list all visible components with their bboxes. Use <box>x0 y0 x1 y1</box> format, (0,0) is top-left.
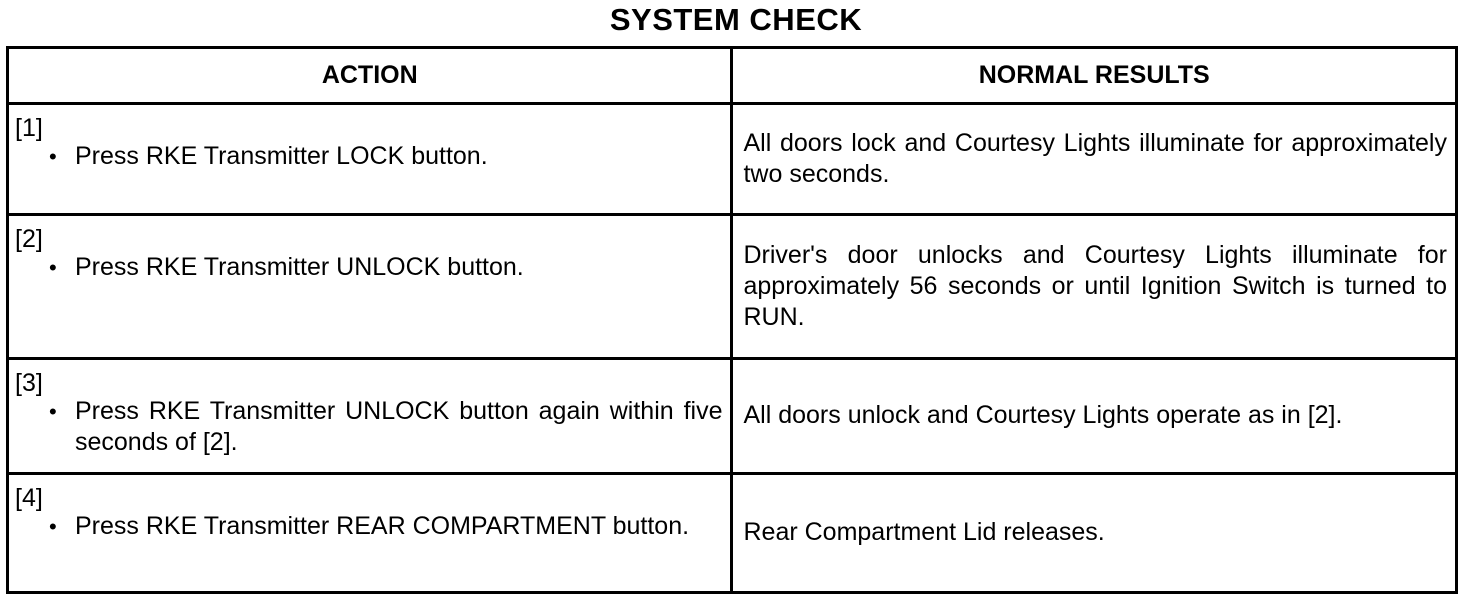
action-cell <box>8 215 732 359</box>
action-item <box>9 511 730 542</box>
step-number: [1] <box>15 114 43 142</box>
table-row <box>8 473 1457 593</box>
action-cell <box>8 359 732 473</box>
action-item <box>9 141 730 172</box>
bullet-icon: • <box>49 399 57 425</box>
table-row <box>8 215 1457 359</box>
step-number: [4] <box>15 483 43 512</box>
result-cell: Driver's door unlocks and Courtesy Lights illuminate for approximately 56 seconds or until Ignition Switch is turned to RUN. <box>732 215 1457 359</box>
column-header-normal-results: NORMAL RESULTS <box>732 48 1457 104</box>
action-text: Press RKE Transmitter REAR COMPARTMENT button. <box>75 511 690 540</box>
action-text: Press RKE Transmitter UNLOCK button again within five seconds of [2]. <box>75 397 723 457</box>
bullet-icon: • <box>49 255 57 281</box>
bullet-icon: • <box>49 513 57 539</box>
table-row <box>8 359 1457 473</box>
action-cell <box>8 473 732 593</box>
action-item <box>9 396 730 458</box>
table-row <box>8 104 1457 215</box>
bullet-icon: • <box>49 144 57 169</box>
table-header-row <box>8 48 1457 104</box>
action-text: Press RKE Transmitter LOCK button. <box>75 142 488 170</box>
system-check-table <box>6 46 1458 594</box>
action-item <box>9 252 730 283</box>
result-cell: All doors lock and Courtesy Lights illuminate for approximately two seconds. <box>732 104 1457 215</box>
result-cell: All doors unlock and Courtesy Lights operate as in [2]. <box>732 359 1457 473</box>
step-number: [3] <box>15 369 43 398</box>
action-text: Press RKE Transmitter UNLOCK button. <box>75 253 524 282</box>
column-header-action: ACTION <box>8 48 732 104</box>
step-number: [2] <box>15 225 43 254</box>
action-cell <box>8 104 732 215</box>
page-title: SYSTEM CHECK <box>609 2 863 37</box>
result-cell: Rear Compartment Lid releases. <box>732 473 1457 593</box>
